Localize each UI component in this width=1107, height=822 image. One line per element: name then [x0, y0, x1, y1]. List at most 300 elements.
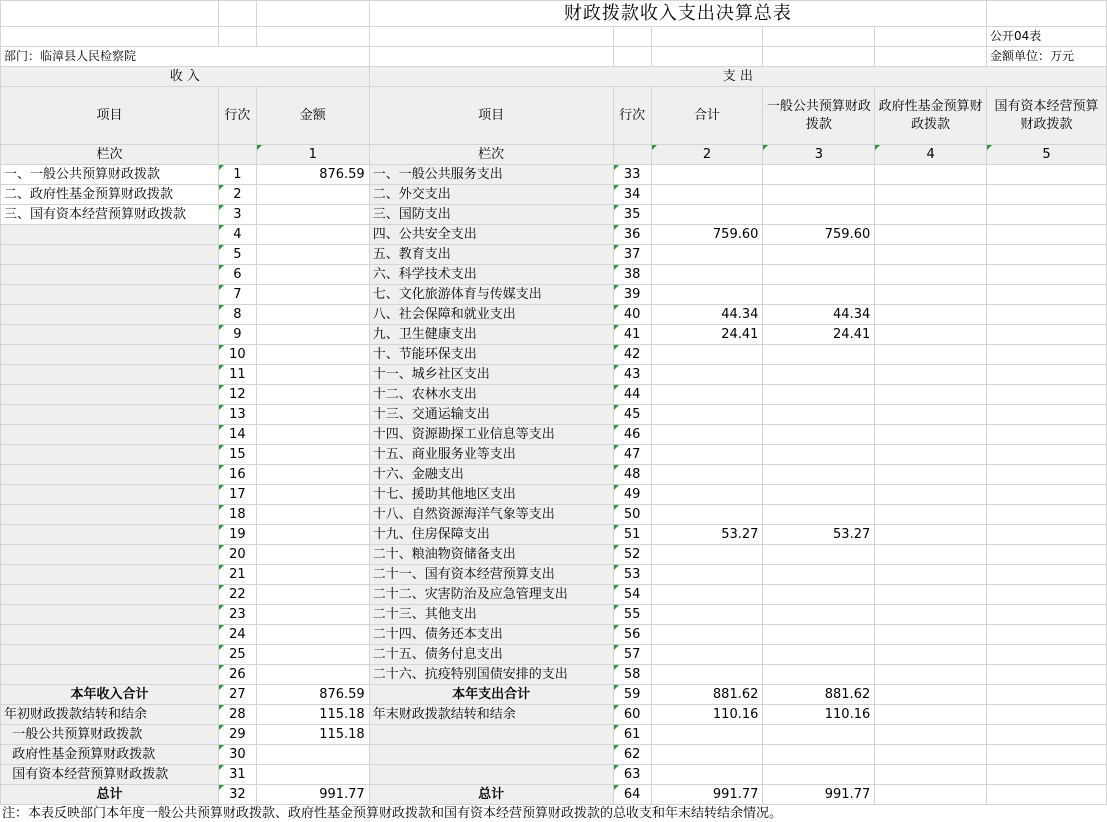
- col-index-5: 5: [987, 145, 1107, 165]
- expense-state: [987, 485, 1107, 505]
- expense-general: [763, 365, 875, 385]
- income-item: 年初财政拨款结转和结余: [1, 705, 219, 725]
- income-row-no: 27: [218, 685, 256, 705]
- table-row: [1, 345, 1107, 365]
- income-amount: [256, 365, 369, 385]
- expense-fund: [875, 185, 987, 205]
- expense-item: [369, 765, 613, 785]
- expense-state: [987, 245, 1107, 265]
- expense-fund: [875, 765, 987, 785]
- expense-total: [651, 165, 763, 185]
- income-row-no: 2: [218, 185, 256, 205]
- expense-fund: [875, 565, 987, 585]
- income-amount: [256, 625, 369, 645]
- income-item: 一、一般公共预算财政拨款: [1, 165, 219, 185]
- summary-row: [1, 745, 1107, 765]
- expense-item: 一、一般公共服务支出: [369, 165, 613, 185]
- expense-general: 991.77: [763, 785, 875, 805]
- income-amount: [256, 225, 369, 245]
- expense-row-no: 37: [613, 245, 651, 265]
- expense-general: [763, 605, 875, 625]
- expense-state: [987, 305, 1107, 325]
- income-item: [1, 385, 219, 405]
- expense-item: 二十四、债务还本支出: [369, 625, 613, 645]
- expense-general: [763, 765, 875, 785]
- income-amount: [256, 285, 369, 305]
- expense-row-no: 59: [613, 685, 651, 705]
- expense-section-header: 支 出: [369, 67, 1106, 87]
- table-row: [1, 545, 1107, 565]
- expense-row-no: 36: [613, 225, 651, 245]
- expense-total: [651, 745, 763, 765]
- col-index-2: 2: [651, 145, 763, 165]
- expense-general: [763, 345, 875, 365]
- expense-item: 十一、城乡社区支出: [369, 365, 613, 385]
- expense-item: 二十、粮油物资储备支出: [369, 545, 613, 565]
- income-item: [1, 305, 219, 325]
- table-row: [1, 205, 1107, 225]
- expense-row-no: 58: [613, 665, 651, 685]
- income-amount: [256, 445, 369, 465]
- col-index-label-expense: 栏次: [369, 145, 613, 165]
- expense-item: 本年支出合计: [369, 685, 613, 705]
- expense-item: 十、节能环保支出: [369, 345, 613, 365]
- expense-fund: [875, 645, 987, 665]
- income-item: [1, 565, 219, 585]
- income-item: [1, 625, 219, 645]
- expense-state: [987, 365, 1107, 385]
- expense-state: [987, 605, 1107, 625]
- expense-total: [651, 505, 763, 525]
- income-row-no: 30: [218, 745, 256, 765]
- table-row: [1, 645, 1107, 665]
- table-row: [1, 585, 1107, 605]
- expense-state: [987, 405, 1107, 425]
- expense-fund: [875, 385, 987, 405]
- expense-item: 二十五、债务付息支出: [369, 645, 613, 665]
- income-item: [1, 645, 219, 665]
- income-amount: [256, 185, 369, 205]
- expense-row-no: 35: [613, 205, 651, 225]
- table-row: [1, 365, 1107, 385]
- page-title: 财政拨款收入支出决算总表: [369, 1, 986, 27]
- expense-total: [651, 265, 763, 285]
- income-amount: [256, 385, 369, 405]
- income-item: [1, 485, 219, 505]
- expense-fund: [875, 225, 987, 245]
- table-row: [1, 665, 1107, 685]
- expense-row-no: 47: [613, 445, 651, 465]
- expense-row-no: 64: [613, 785, 651, 805]
- expense-row-no: 40: [613, 305, 651, 325]
- expense-total: 110.16: [651, 705, 763, 725]
- expense-general: [763, 445, 875, 465]
- table-row: [1, 285, 1107, 305]
- expense-state: [987, 505, 1107, 525]
- expense-row-no: 44: [613, 385, 651, 405]
- income-amount: 876.59: [256, 685, 369, 705]
- income-row-no: 17: [218, 485, 256, 505]
- income-item: 本年收入合计: [1, 685, 219, 705]
- expense-fund: [875, 445, 987, 465]
- expense-item: 十八、自然资源海洋气象等支出: [369, 505, 613, 525]
- col-index-label: 栏次: [1, 145, 219, 165]
- expense-item: 七、文化旅游体育与传媒支出: [369, 285, 613, 305]
- unit-label: 金额单位：万元: [987, 47, 1107, 67]
- expense-state: [987, 525, 1107, 545]
- expense-state: [987, 265, 1107, 285]
- expense-general: [763, 725, 875, 745]
- income-amount: [256, 265, 369, 285]
- expense-row-no: 55: [613, 605, 651, 625]
- table-row: [1, 525, 1107, 545]
- expense-item: 二十二、灾害防治及应急管理支出: [369, 585, 613, 605]
- expense-item: 三、国防支出: [369, 205, 613, 225]
- expense-fund: [875, 605, 987, 625]
- table-row: [1, 625, 1107, 645]
- expense-total: [651, 765, 763, 785]
- income-row-no: 9: [218, 325, 256, 345]
- summary-row: [1, 765, 1107, 785]
- income-amount: [256, 565, 369, 585]
- expense-fund: [875, 725, 987, 745]
- expense-item: 四、公共安全支出: [369, 225, 613, 245]
- income-row-no: 23: [218, 605, 256, 625]
- income-amount: [256, 305, 369, 325]
- expense-general: 44.34: [763, 305, 875, 325]
- header-state-capital: 国有资本经营预算财政拨款: [987, 87, 1107, 145]
- expense-total: [651, 605, 763, 625]
- income-amount: [256, 545, 369, 565]
- summary-row: [1, 725, 1107, 745]
- expense-general: [763, 205, 875, 225]
- income-amount: [256, 605, 369, 625]
- expense-item: 八、社会保障和就业支出: [369, 305, 613, 325]
- expense-total: [651, 565, 763, 585]
- expense-item: [369, 725, 613, 745]
- income-item: [1, 505, 219, 525]
- header-row-no-expense: 行次: [613, 87, 651, 145]
- expense-row-no: 60: [613, 705, 651, 725]
- expense-fund: [875, 345, 987, 365]
- expense-item: 十五、商业服务业等支出: [369, 445, 613, 465]
- income-item: 政府性基金预算财政拨款: [1, 745, 219, 765]
- expense-item: 五、教育支出: [369, 245, 613, 265]
- department-label: 部门：临漳县人民检察院: [1, 47, 370, 67]
- expense-item: 十二、农林水支出: [369, 385, 613, 405]
- expense-general: [763, 745, 875, 765]
- expense-total: 991.77: [651, 785, 763, 805]
- expense-state: [987, 585, 1107, 605]
- income-item: 一般公共预算财政拨款: [1, 725, 219, 745]
- header-row-no: 行次: [218, 87, 256, 145]
- table-row: [1, 505, 1107, 525]
- expense-row-no: 34: [613, 185, 651, 205]
- expense-row-no: 42: [613, 345, 651, 365]
- income-item: [1, 265, 219, 285]
- income-item: [1, 405, 219, 425]
- expense-row-no: 48: [613, 465, 651, 485]
- expense-state: [987, 425, 1107, 445]
- expense-general: [763, 665, 875, 685]
- expense-fund: [875, 205, 987, 225]
- expense-total: [651, 625, 763, 645]
- expense-row-no: 46: [613, 425, 651, 445]
- expense-general: [763, 165, 875, 185]
- expense-total: [651, 185, 763, 205]
- expense-row-no: 54: [613, 585, 651, 605]
- income-amount: [256, 325, 369, 345]
- expense-row-no: 38: [613, 265, 651, 285]
- expense-row-no: 56: [613, 625, 651, 645]
- expense-total: [651, 585, 763, 605]
- income-row-no: 13: [218, 405, 256, 425]
- income-item: [1, 245, 219, 265]
- table-row: [1, 465, 1107, 485]
- expense-total: [651, 245, 763, 265]
- expense-fund: [875, 265, 987, 285]
- expense-total: [651, 465, 763, 485]
- expense-row-no: 53: [613, 565, 651, 585]
- expense-fund: [875, 485, 987, 505]
- expense-state: [987, 665, 1107, 685]
- income-amount: [256, 485, 369, 505]
- income-item: [1, 365, 219, 385]
- expense-general: 110.16: [763, 705, 875, 725]
- expense-state: [987, 185, 1107, 205]
- expense-general: [763, 245, 875, 265]
- expense-state: [987, 325, 1107, 345]
- income-item: [1, 325, 219, 345]
- expense-row-no: 51: [613, 525, 651, 545]
- expense-general: [763, 185, 875, 205]
- col-index-4: 4: [875, 145, 987, 165]
- expense-general: 759.60: [763, 225, 875, 245]
- expense-fund: [875, 505, 987, 525]
- expense-general: 881.62: [763, 685, 875, 705]
- expense-item: 十六、金融支出: [369, 465, 613, 485]
- expense-total: 44.34: [651, 305, 763, 325]
- income-item: [1, 465, 219, 485]
- expense-state: [987, 385, 1107, 405]
- header-item-expense: 项目: [369, 87, 613, 145]
- expense-total: [651, 405, 763, 425]
- income-row-no: 1: [218, 165, 256, 185]
- income-amount: [256, 585, 369, 605]
- col-index-3: 3: [763, 145, 875, 165]
- income-item: 三、国有资本经营预算财政拨款: [1, 205, 219, 225]
- expense-total: [651, 665, 763, 685]
- expense-state: [987, 705, 1107, 725]
- income-row-no: 10: [218, 345, 256, 365]
- income-amount: 115.18: [256, 705, 369, 725]
- expense-state: [987, 545, 1107, 565]
- income-item: [1, 285, 219, 305]
- expense-row-no: 41: [613, 325, 651, 345]
- expense-fund: [875, 625, 987, 645]
- expense-general: 24.41: [763, 325, 875, 345]
- expense-fund: [875, 465, 987, 485]
- expense-total: 24.41: [651, 325, 763, 345]
- expense-general: [763, 405, 875, 425]
- expense-general: [763, 425, 875, 445]
- expense-total: [651, 545, 763, 565]
- expense-fund: [875, 745, 987, 765]
- header-amount: 金额: [256, 87, 369, 145]
- expense-general: [763, 565, 875, 585]
- expense-general: [763, 545, 875, 565]
- expense-item: [369, 745, 613, 765]
- expense-fund: [875, 425, 987, 445]
- form-number: 公开04表: [987, 27, 1107, 47]
- income-amount: [256, 645, 369, 665]
- expense-total: 759.60: [651, 225, 763, 245]
- income-row-no: 7: [218, 285, 256, 305]
- expense-item: 二十六、抗疫特别国债安排的支出: [369, 665, 613, 685]
- income-amount: [256, 465, 369, 485]
- income-item: [1, 345, 219, 365]
- income-amount: [256, 505, 369, 525]
- income-amount: [256, 205, 369, 225]
- expense-general: [763, 645, 875, 665]
- table-row: [1, 485, 1107, 505]
- table-row: [1, 165, 1107, 185]
- income-row-no: 18: [218, 505, 256, 525]
- expense-row-no: 33: [613, 165, 651, 185]
- income-row-no: 25: [218, 645, 256, 665]
- footnote: 注：本表反映部门本年度一般公共预算财政拨款、政府性基金预算财政拨款和国有资本经营预算财政拨款的总收支和年末结转结余情况。: [2, 806, 783, 821]
- income-amount: [256, 525, 369, 545]
- income-row-no: 5: [218, 245, 256, 265]
- expense-total: [651, 285, 763, 305]
- income-row-no: 24: [218, 625, 256, 645]
- income-section-header: 收 入: [1, 67, 370, 87]
- expense-state: [987, 645, 1107, 665]
- expense-item: 总计: [369, 785, 613, 805]
- expense-total: 881.62: [651, 685, 763, 705]
- table-row: [1, 445, 1107, 465]
- expense-fund: [875, 705, 987, 725]
- income-row-no: 15: [218, 445, 256, 465]
- income-row-no: 3: [218, 205, 256, 225]
- expense-state: [987, 765, 1107, 785]
- table-row: [1, 405, 1107, 425]
- expense-state: [987, 625, 1107, 645]
- income-row-no: 22: [218, 585, 256, 605]
- income-amount: [256, 345, 369, 365]
- expense-state: [987, 345, 1107, 365]
- income-item: [1, 525, 219, 545]
- expense-row-no: 63: [613, 765, 651, 785]
- expense-row-no: 52: [613, 545, 651, 565]
- expense-general: [763, 485, 875, 505]
- summary-row: [1, 685, 1107, 705]
- income-item: 二、政府性基金预算财政拨款: [1, 185, 219, 205]
- expense-row-no: 49: [613, 485, 651, 505]
- expense-row-no: 62: [613, 745, 651, 765]
- income-row-no: 26: [218, 665, 256, 685]
- expense-state: [987, 285, 1107, 305]
- expense-item: 九、卫生健康支出: [369, 325, 613, 345]
- table-row: [1, 605, 1107, 625]
- expense-total: [651, 365, 763, 385]
- expense-fund: [875, 405, 987, 425]
- income-item: [1, 425, 219, 445]
- income-row-no: 21: [218, 565, 256, 585]
- income-item: [1, 665, 219, 685]
- expense-row-no: 43: [613, 365, 651, 385]
- income-row-no: 12: [218, 385, 256, 405]
- income-row-no: 32: [218, 785, 256, 805]
- header-total: 合计: [651, 87, 763, 145]
- income-amount: [256, 765, 369, 785]
- expense-fund: [875, 285, 987, 305]
- expense-state: [987, 225, 1107, 245]
- table-row: [1, 425, 1107, 445]
- expense-total: [651, 425, 763, 445]
- income-amount: [256, 665, 369, 685]
- expense-total: [651, 445, 763, 465]
- income-item: [1, 605, 219, 625]
- table-row: [1, 325, 1107, 345]
- expense-item: 十七、援助其他地区支出: [369, 485, 613, 505]
- table-row: [1, 185, 1107, 205]
- expense-fund: [875, 365, 987, 385]
- expense-total: [651, 205, 763, 225]
- expense-item: 二十一、国有资本经营预算支出: [369, 565, 613, 585]
- expense-state: [987, 685, 1107, 705]
- income-item: 总计: [1, 785, 219, 805]
- expense-row-no: 61: [613, 725, 651, 745]
- expense-state: [987, 465, 1107, 485]
- income-row-no: 14: [218, 425, 256, 445]
- expense-fund: [875, 585, 987, 605]
- expense-item: 二十三、其他支出: [369, 605, 613, 625]
- income-amount: 876.59: [256, 165, 369, 185]
- expense-row-no: 39: [613, 285, 651, 305]
- expense-general: [763, 625, 875, 645]
- table-row: [1, 225, 1107, 245]
- expense-fund: [875, 245, 987, 265]
- expense-fund: [875, 325, 987, 345]
- income-row-no: 19: [218, 525, 256, 545]
- expense-row-no: 45: [613, 405, 651, 425]
- expense-total: [651, 645, 763, 665]
- expense-general: [763, 385, 875, 405]
- table-row: [1, 265, 1107, 285]
- expense-state: [987, 745, 1107, 765]
- expense-general: [763, 585, 875, 605]
- expense-fund: [875, 305, 987, 325]
- expense-item: 年末财政拨款结转和结余: [369, 705, 613, 725]
- expense-item: 十四、资源勘探工业信息等支出: [369, 425, 613, 445]
- income-amount: [256, 425, 369, 445]
- expense-fund: [875, 545, 987, 565]
- expense-total: [651, 485, 763, 505]
- income-row-no: 11: [218, 365, 256, 385]
- income-item: [1, 445, 219, 465]
- expense-general: [763, 465, 875, 485]
- income-row-no: 31: [218, 765, 256, 785]
- income-amount: 115.18: [256, 725, 369, 745]
- income-row-no: 20: [218, 545, 256, 565]
- expense-total: [651, 345, 763, 365]
- table-row: [1, 245, 1107, 265]
- income-amount: [256, 405, 369, 425]
- expense-item: 十三、交通运输支出: [369, 405, 613, 425]
- expense-state: [987, 165, 1107, 185]
- expense-row-no: 50: [613, 505, 651, 525]
